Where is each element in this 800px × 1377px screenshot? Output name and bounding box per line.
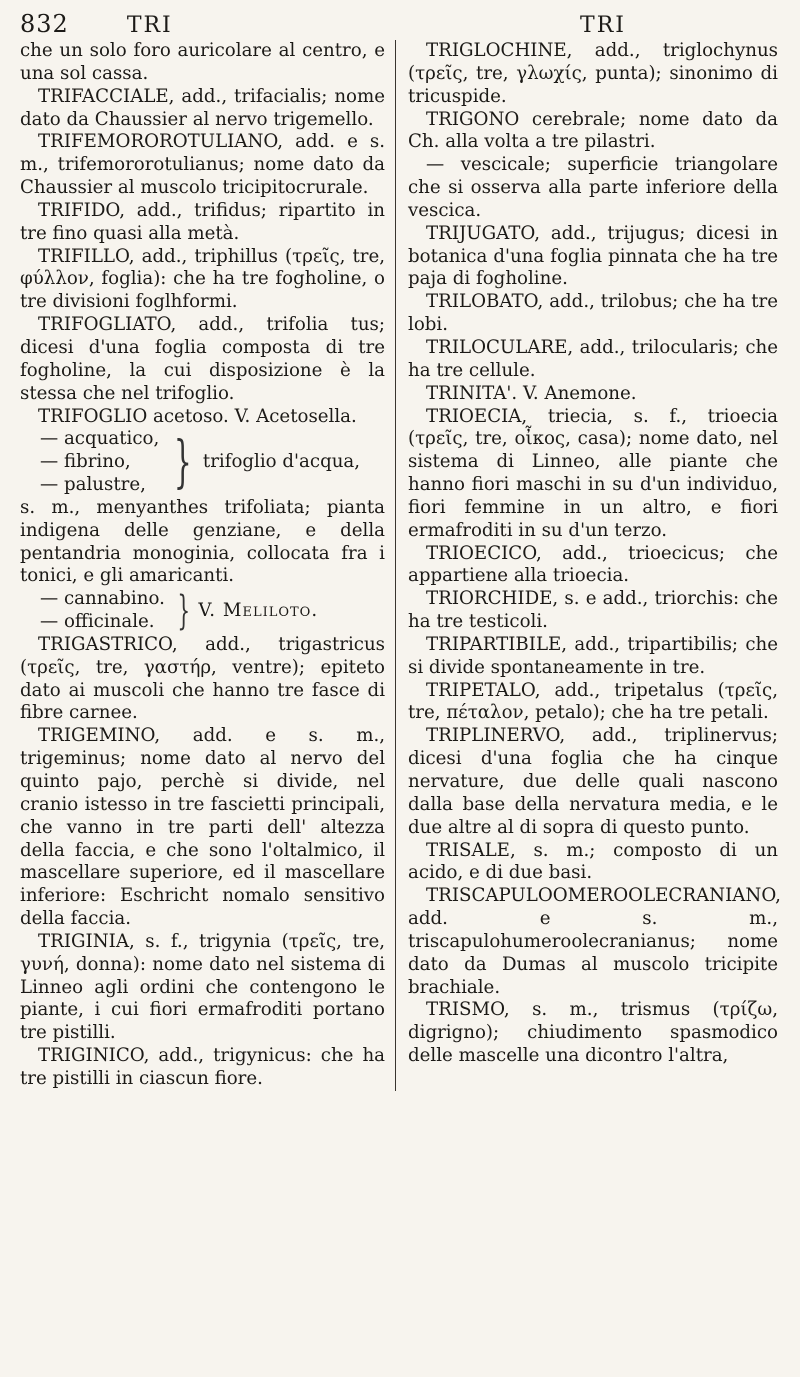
entry-trioecico: TRIOECICO, add., trioecicus; che appartiene alla trioecia. — [408, 542, 778, 587]
entry-trigastrico: TRIGASTRICO, add., trigastricus (τρεῖς, tre, γαστήρ, ventre); epiteto dato ai muscoli che hanno tre fasce di fibre carnee. — [20, 633, 386, 724]
entry-trigemino: TRIGEMINO, add. e s. m., trigeminus; nome dato al nervo del quinto pajo, perchè si divide, nel cranio istesso in tre fascietti principali, che vanno in tre parti dell' altezza della faccia, e che sono l'oltalmico, il mascellare superiore, ed il mascellare inferiore: Eschricht nomalo sensitivo della faccia. — [20, 725, 386, 930]
entry-trifido: TRIFIDO, add., trifidus; ripartito in tre fino quasi alla metà. — [20, 199, 386, 244]
entry-triscapuloomeroolecraniano: TRISCAPULOOMEROOLECRANIANO, add. e s. m., triscapulohumeroolecranianus; nome dato da Dumas al muscolo tricipite brachiale. — [408, 885, 781, 998]
entry-trismo: TRISMO, s. m., trismus (τρίζω, digrigno); chiudimento spasmodico delle mascelle una dicontro l'altra, — [408, 999, 778, 1067]
entry-trisale: TRISALE, s. m.; composto di un acido, e di due basi. — [408, 839, 778, 884]
brace-symbol: } — [177, 588, 190, 635]
column-divider — [395, 40, 396, 1091]
entry-trioecia: TRIOECIA, triecia, s. f., trioecia (τρεῖς, tre, οἶκος, casa); nome dato, nel sistema di Linneo, alle piante che hanno fiori maschi in su d'un individuo, fiori femmine in un altro, e fiori ermafroditi in su d'un terzo. — [408, 405, 778, 541]
entry-trigono-vescicale: — vescicale; superficie triangolare che si osserva alla parte inferiore della vescica. — [408, 154, 778, 221]
two-column-text — [20, 40, 781, 1091]
entry-continuation: che un solo foro auricolare al centro, e una sol cassa. — [20, 40, 386, 84]
brace-target: trifoglio d'acqua, — [202, 451, 361, 473]
brace-item: — fibrino, — [40, 451, 131, 473]
entry-trifacciale: TRIFACCIALE, add., trifacialis; nome dato da Chaussier al nervo trigemello. — [20, 85, 386, 130]
header-left — [20, 10, 398, 38]
entry-trijugato: TRIJUGATO, add., trijugus; dicesi in botanica d'una foglia pinnata che ha tre paja di fogholine. — [408, 222, 778, 290]
entry-trifemororotuliano: TRIFEMOROROTULIANO, add. e s. m., trifemororotulianus; nome dato da Chaussier al muscolo tricipitocrurale. — [20, 131, 386, 199]
entry-tripartibile: TRIPARTIBILE, add., tripartibilis; che si divide spontaneamente in tre. — [408, 633, 778, 678]
brace-target: V. Meliloto. — [198, 599, 319, 621]
entry-menyanthes: s. m., menyanthes trifoliata; pianta indigena delle genziane, e della pentandria monoginia, collocata fra i tonici, e gli amaricanti. — [20, 496, 386, 587]
right-column — [402, 40, 781, 1091]
entry-triglochine: TRIGLOCHINE, add., triglochynus (τρεῖς, tre, γλωχίς, punta); sinonimo di tricuspide. — [408, 40, 778, 107]
page-number: 832 — [20, 10, 69, 38]
brace-item: — cannabino. — [40, 588, 165, 610]
brace-group-meliloto — [20, 588, 385, 634]
entry-triloculare: TRILOCULARE, add., trilocularis; che ha tre cellule. — [408, 336, 778, 381]
running-head-left: TRI — [126, 13, 173, 38]
brace-items — [20, 428, 159, 497]
entry-trifillo: TRIFILLO, add., triphillus (τρεῖς, tre, φύλλον, foglia): che ha tre fogholine, o tre divisioni foglhformi. — [20, 245, 386, 313]
entry-trifoglio-acetoso: TRIFOGLIO acetoso. V. Acetosella. — [38, 405, 357, 427]
left-column — [20, 40, 391, 1091]
brace-item: — officinale. — [40, 611, 155, 633]
entry-trifogliato: TRIFOGLIATO, add., trifolia tus; dicesi d'una foglia composta di tre fogholine, la cui disposizione è la stessa che nel trifoglio. — [20, 314, 386, 404]
entry-triginico: TRIGINICO, add., trigynicus: che ha tre pistilli in ciascun fiore. — [20, 1045, 386, 1089]
brace-item: — palustre, — [40, 474, 146, 496]
brace-item: — acquatico, — [40, 428, 160, 450]
entry-tripetalo: TRIPETALO, add., tripetalus (τρεῖς, tre, πέταλον, petalo); che ha tre petali. — [408, 679, 778, 724]
running-head-right: TRI — [580, 13, 626, 38]
entry-trinita: TRINITA'. V. Anemone. — [426, 382, 637, 404]
page-header — [20, 10, 778, 40]
brace-items — [20, 588, 165, 634]
entry-triplinervo: TRIPLINERVO, add., triplinervus; dicesi d'una foglia che ha cinque nervature, due delle quali nascono dalla base della nervatura media, e le due altre al di sopra di questo punto. — [408, 725, 778, 838]
entry-triorchide: TRIORCHIDE, s. e add., triorchis: che ha tre testicoli. — [408, 588, 778, 633]
brace-group-trifoglio — [20, 428, 385, 497]
entry-triginia: TRIGINIA, s. f., trigynia (τρεῖς, tre, γυνή, donna): nome dato nel sistema di Linneo agli ordini che contengono le piante, i cui fiori ermafroditi portano tre pistilli. — [20, 930, 386, 1044]
entry-trilobato: TRILOBATO, add., trilobus; che ha tre lobi. — [408, 291, 778, 336]
entry-trigono-cerebrale: TRIGONO cerebrale; nome dato da Ch. alla volta a tre pilastri. — [408, 108, 778, 153]
brace-symbol: } — [174, 429, 192, 495]
